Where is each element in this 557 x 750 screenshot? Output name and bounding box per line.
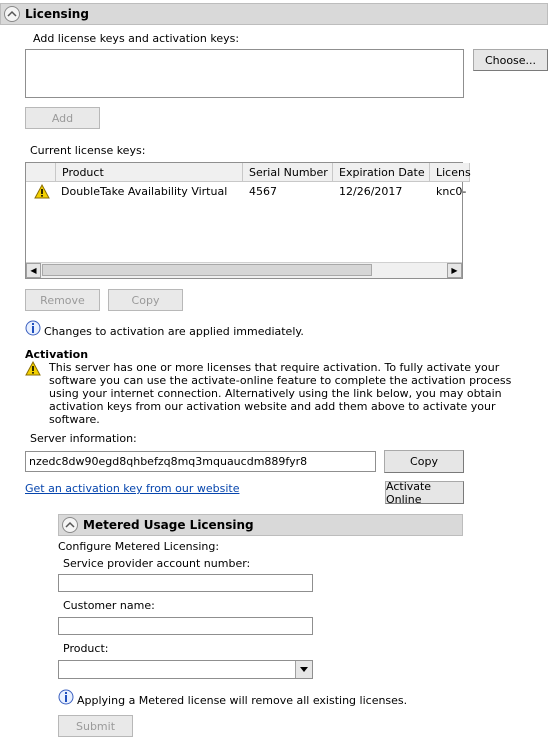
server-info-label: Server information:	[30, 432, 137, 445]
row-license: knc0-	[436, 185, 467, 198]
activate-online-button[interactable]: Activate Online	[385, 481, 464, 504]
metered-header[interactable]	[58, 514, 463, 536]
metered-info-icon	[58, 689, 74, 708]
column-header-blank	[26, 163, 56, 182]
row-serial: 4567	[249, 185, 277, 198]
scroll-left-icon[interactable]: ◀	[26, 263, 41, 278]
row-product: DoubleTake Availability Virtual	[61, 185, 228, 198]
warning-line: software you can use the activate-online feature to complete the activation process	[49, 374, 512, 387]
scroll-right-icon[interactable]: ▶	[447, 263, 462, 278]
customer-name-input[interactable]	[58, 617, 313, 635]
activation-title: Activation	[25, 348, 89, 361]
licensing-header-title: Licensing	[25, 7, 89, 21]
submit-button[interactable]: Submit	[58, 715, 133, 737]
account-number-input[interactable]	[58, 574, 313, 592]
add-button[interactable]: Add	[25, 107, 100, 129]
licensing-header[interactable]	[0, 3, 548, 25]
scrollbar-thumb[interactable]	[42, 264, 372, 276]
current-keys-label: Current license keys:	[30, 144, 146, 157]
warning-line: This server has one or more licenses that require activation. To fully activate your	[49, 361, 500, 374]
dropdown-arrow-icon[interactable]	[295, 661, 312, 678]
product-select[interactable]	[58, 660, 313, 679]
server-info-field[interactable]: nzedc8dw90egd8qhbefzq8mq3mquaucdm889fyr8	[25, 451, 376, 472]
activation-warning-text	[49, 361, 511, 426]
customer-name-label: Customer name:	[63, 599, 155, 612]
activation-key-link[interactable]: Get an activation key from our website	[25, 482, 240, 495]
remove-button[interactable]: Remove	[25, 289, 100, 311]
row-expiration: 12/26/2017	[339, 185, 403, 198]
warning-icon	[34, 184, 50, 202]
warning-line: software.	[49, 413, 100, 426]
copy-server-info-button[interactable]: Copy	[384, 450, 464, 473]
copy-key-button[interactable]: Copy	[108, 289, 183, 311]
activation-warning-icon	[25, 361, 41, 379]
collapse-chevron-up-icon[interactable]	[62, 517, 78, 533]
license-keys-textarea[interactable]	[25, 49, 464, 98]
warning-line: activation keys from our activation website and add them above to activate your	[49, 400, 496, 413]
collapse-chevron-up-icon[interactable]	[4, 6, 20, 22]
metered-info-text: Applying a Metered license will remove all existing licenses.	[77, 694, 408, 707]
license-keys-table[interactable]	[25, 162, 471, 279]
info-icon	[25, 320, 41, 339]
activation-info-text: Changes to activation are applied immediately.	[44, 325, 304, 338]
column-header-license[interactable]: Licens	[430, 163, 470, 182]
add-keys-label: Add license keys and activation keys:	[33, 32, 240, 45]
metered-header-title: Metered Usage Licensing	[83, 518, 254, 532]
product-label: Product:	[63, 642, 109, 655]
choose-button[interactable]: Choose...	[473, 49, 548, 71]
account-number-label: Service provider account number:	[63, 557, 251, 570]
horizontal-scrollbar[interactable]	[26, 262, 462, 278]
warning-line: using your internet connection. Alternatively using the link below, you may obtain	[49, 387, 502, 400]
configure-metered-label: Configure Metered Licensing:	[58, 540, 220, 553]
column-header-product[interactable]: Product	[56, 163, 243, 182]
column-header-serial[interactable]: Serial Number	[243, 163, 333, 182]
column-header-expiration[interactable]: Expiration Date	[333, 163, 430, 182]
